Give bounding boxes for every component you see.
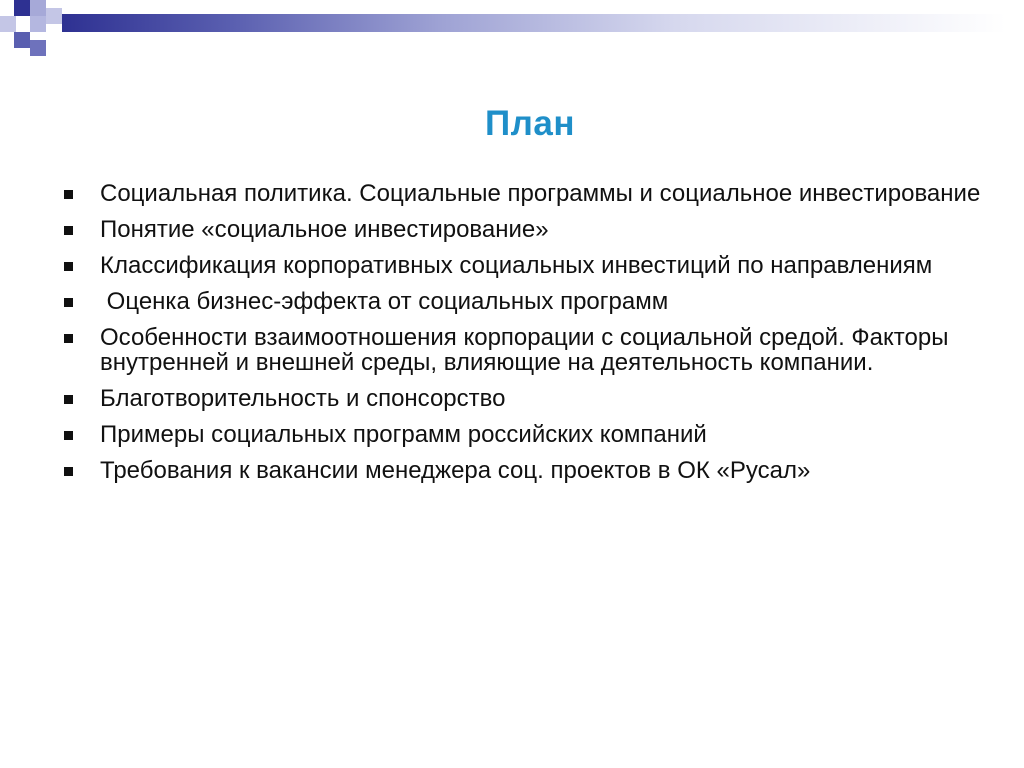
header-square-light-5 — [30, 40, 46, 56]
list-item — [62, 181, 1002, 206]
header-gradient-bar — [62, 14, 1006, 32]
square-bullet-icon — [64, 334, 73, 343]
square-bullet-icon — [64, 431, 73, 440]
header-square-light-2 — [46, 8, 62, 24]
list-item — [62, 217, 1002, 242]
bullet-list — [62, 181, 1002, 494]
list-item-text: Требования к вакансии менеджера соц. проектов в ОК «Русал» — [100, 457, 811, 484]
square-bullet-icon — [64, 395, 73, 404]
list-item-text: Благотворительность и спонсорство — [100, 385, 506, 412]
list-item — [62, 386, 1002, 411]
list-item-text: Примеры социальных программ российских компаний — [100, 421, 707, 448]
square-bullet-icon — [64, 298, 73, 307]
list-item-text: Особенности взаимоотношения корпорации с социальной средой. Факторы внутренней и внешней среды, влияющие на деятельность компании. — [100, 324, 949, 376]
slide-title: План — [485, 104, 575, 143]
header-square-light-3 — [0, 16, 16, 32]
header-square-light-1 — [30, 0, 46, 16]
list-item — [62, 289, 1002, 314]
square-bullet-icon — [64, 262, 73, 271]
square-bullet-icon — [64, 190, 73, 199]
square-bullet-icon — [64, 467, 73, 476]
list-item-text: Оценка бизнес-эффекта от социальных программ — [100, 288, 669, 315]
list-item-text: Классификация корпоративных социальных инвестиций по направлениям — [100, 252, 933, 279]
square-bullet-icon — [64, 226, 73, 235]
header-square-dark-1 — [14, 0, 30, 16]
list-item — [62, 458, 1002, 483]
header-square-light-4 — [30, 16, 46, 32]
list-item-text: Понятие «социальное инвестирование» — [100, 216, 549, 243]
list-item — [62, 325, 1002, 375]
list-item-text: Социальная политика. Социальные программы и социальное инвестирование — [100, 180, 981, 207]
list-item — [62, 253, 1002, 278]
list-item — [62, 422, 1002, 447]
header-square-dark-2 — [14, 32, 30, 48]
